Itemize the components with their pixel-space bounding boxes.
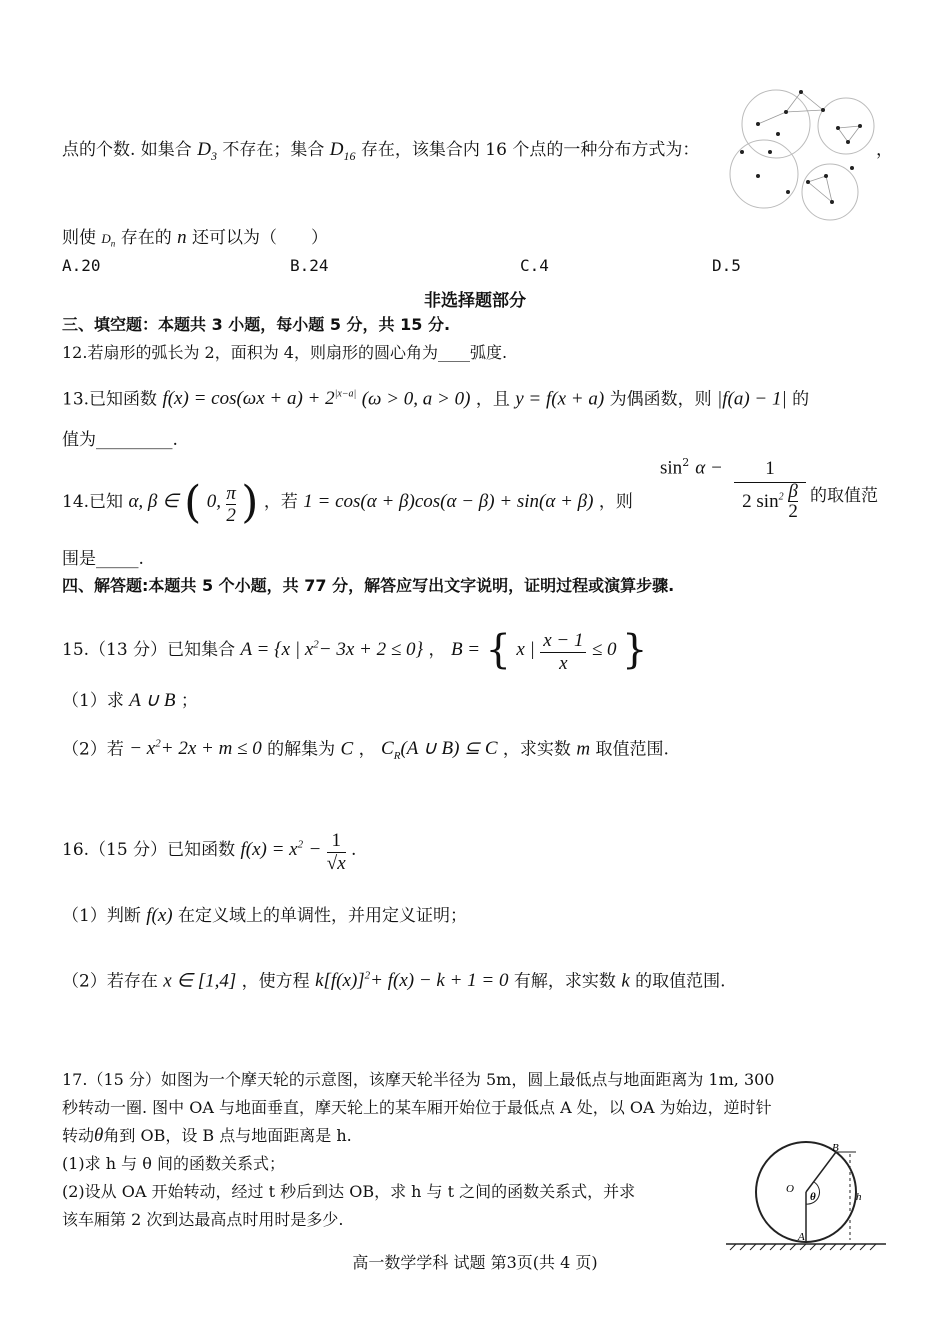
n-symbol: n — [177, 227, 187, 248]
paren-left: ( — [184, 477, 202, 528]
q15-fraction: $\frac{x - 1}{x}$ — [540, 630, 586, 675]
page-footer: 高一数学学科 试题 第3页(共 4 页) — [352, 1253, 598, 1272]
q16-part2: （2）若存在 x ∈ [1,4] ，使方程 $k[f(x)]^2+ f(x) - k + 1 = 0$ 有解，求实数 k 的取值范围. — [62, 970, 726, 992]
option-c: C.4 — [520, 256, 549, 275]
q14-expression: $\sin^2 \alpha$ − — [660, 456, 723, 479]
question-12: 12.若扇形的弧长为 2，面积为 4，则扇形的圆心角为____弧度. — [62, 343, 508, 362]
q17-line5: (2)设从 OA 开始转动，经过 t 秒后到达 OB，求 h 与 t 之间的函数关系式，并求 — [62, 1182, 636, 1201]
part3-heading: 三、填空题：本题共 3 小题，每小题 5 分，共 15 分. — [62, 315, 451, 334]
q13-line2: 值为_________. — [62, 430, 178, 450]
option-b: B.24 — [290, 256, 329, 275]
q14-ab: α, β ∈ — [128, 491, 179, 512]
q13-text: 的 — [792, 389, 810, 410]
section-title: 非选择题部分 — [424, 291, 526, 311]
q11-line1 — [62, 138, 699, 168]
q13-text: 13.已知函数 — [62, 389, 158, 410]
question-13 — [62, 383, 809, 411]
q16-part1: （1）判断 f(x) 在定义域上的单调性，并用定义证明； — [62, 905, 468, 926]
q14-text: ，若 — [263, 492, 298, 512]
q13-text: 为偶函数，则 — [609, 389, 712, 410]
q15-set-a: A = {x | $x^2- 3x + 2 \le 0$} — [240, 638, 424, 660]
label-o: O — [786, 1183, 794, 1195]
q13-formula: $f(x) = \cos(\omega x + a) + 2^{|x-a|}$ — [162, 388, 357, 410]
q11-text: 存在的 — [120, 228, 172, 248]
dn-symbol: $D_n$ — [101, 231, 116, 249]
d16-symbol: $D_{16}$ — [329, 139, 356, 163]
option-d: D.5 — [712, 256, 741, 275]
option-a: A.20 — [62, 256, 101, 275]
brace-left: { — [485, 627, 511, 673]
question-16: 16.（15 分）已知函数 $f(x) = x^2$ − $\frac{1}{√x}$ . — [62, 830, 357, 874]
q14-interval: 0, — [206, 491, 221, 512]
q13-formula3: |f(a) − 1| — [717, 388, 787, 410]
q17-line6: 该车厢第 2 次到达最高点时用时是多少. — [62, 1210, 344, 1229]
q11-text: 点的个数. 如集合 — [62, 140, 192, 160]
q15-le: ≤ 0 — [591, 639, 617, 660]
q14-text: ，则 — [598, 492, 633, 512]
q11-line1-end: ， — [876, 140, 893, 160]
point-distribution-figure — [728, 82, 880, 222]
q14-line2: 围是_____. — [62, 549, 144, 569]
q11-text: 不存在；集合 — [222, 140, 325, 160]
q15-part2: （2）若 − $x^2+ 2x + m \le 0$ 的解集为 C ， $C_R(A$ ∪ B) ⊆ C ，求实数 m 取值范围. — [62, 738, 669, 763]
q17-line1: 17.（15 分）如图为一个摩天轮的示意图，该摩天轮半径为 5m，圆上最低点与地面距离为 1m, 300 — [62, 1070, 775, 1089]
ferris-wheel-figure — [726, 1140, 888, 1252]
question-14 — [62, 477, 633, 528]
q11-text: 则使 — [62, 228, 96, 248]
question-15 — [62, 627, 648, 675]
pi-over-2: $\frac{\pi}{2}$ — [226, 483, 236, 526]
q13-formula2: y = f(x + a) — [515, 388, 605, 410]
q14-equation: 1 = cos(α + β)cos(α − β) + sin(α + β) — [303, 491, 594, 512]
q11-line2 — [62, 226, 328, 256]
q11-text: 还可以为（ ） — [192, 228, 329, 248]
q15-part1: （1）求 A ∪ B ； — [62, 690, 198, 711]
q13-condition: (ω > 0, a > 0) — [361, 388, 471, 410]
q15-text: ， — [428, 640, 446, 660]
label-a: A — [798, 1231, 805, 1243]
q13-text: ，且 — [475, 389, 510, 410]
q17-line3: 转动θ角到 OB，设 B 点与地面距离是 h. — [62, 1125, 352, 1146]
brace-right: } — [621, 627, 648, 673]
q15-text: 15.（13 分）已知集合 — [62, 640, 236, 660]
q15-set-b-var: x | — [516, 639, 535, 660]
q14-fraction: 1 2 $\sin^2$ $\frac{\beta}{2}$ — [734, 456, 806, 522]
figure-circle — [742, 90, 810, 158]
label-h: h — [856, 1191, 862, 1203]
q11-text: 存在，该集合内 16 个点的一种分布方式为： — [360, 140, 700, 160]
q17-line4: (1)求 h 与 θ 间的函数关系式； — [62, 1154, 285, 1173]
q16-fraction: $\frac{1}{√x}$ — [326, 830, 346, 874]
q15-set-b: B = — [450, 639, 481, 660]
part4-heading: 四、解答题:本题共 5 个小题，共 77 分，解答应写出文字说明，证明过程或演算步骤. — [62, 576, 675, 595]
q17-line2: 秒转动一圈. 图中 OA 与地面垂直，摩天轮上的某车厢开始位于最低点 A 处，以 OA 为始边，逆时针 — [62, 1098, 772, 1117]
figure-circle — [730, 140, 798, 208]
label-b: B — [832, 1142, 839, 1154]
q14-text: 14.已知 — [62, 492, 124, 512]
d3-symbol: $D_3$ — [197, 139, 217, 163]
q14-suffix: 的取值范 — [810, 486, 878, 506]
label-theta: θ — [810, 1191, 816, 1203]
figure-circle — [818, 98, 874, 154]
paren-right: ) — [241, 477, 259, 528]
